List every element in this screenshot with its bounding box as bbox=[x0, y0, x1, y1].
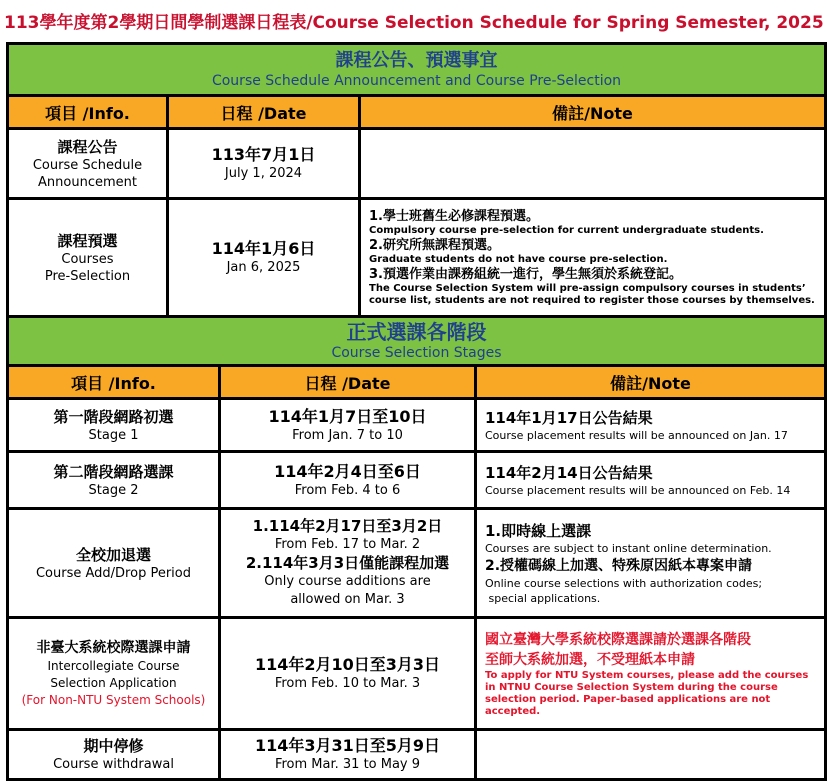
row-stage1-note-zh: 114年1月17日公告結果 bbox=[485, 408, 653, 427]
row-adddrop-info bbox=[9, 510, 218, 616]
row-stage1-info bbox=[9, 400, 218, 450]
row-preselection-date-en: Jan 6, 2025 bbox=[226, 260, 301, 275]
row-stage2-note-zh: 114年2月14日公告結果 bbox=[485, 463, 653, 482]
row-stage1-date-en: From Jan. 7 to 10 bbox=[292, 427, 403, 443]
adddrop-date-line2: From Feb. 17 to Mar. 2 bbox=[274, 537, 421, 552]
row-stage2-info bbox=[9, 453, 218, 507]
row-adddrop-info-zh: 全校加退選 bbox=[75, 545, 151, 564]
row-stage1-note bbox=[477, 400, 824, 450]
row-intercollegiate-info bbox=[9, 619, 218, 728]
row-announcement-info-en2: Announcement bbox=[38, 174, 137, 190]
row-preselection-info-en2: Pre-Selection bbox=[44, 268, 131, 284]
row-stage2-date-zh: 114年2月4日至6日 bbox=[274, 461, 421, 481]
section1-heading-zh: 課程公告、預選事宜 bbox=[335, 49, 498, 71]
preselection-note-2-en: Graduate students do not have course pre-selection. bbox=[369, 254, 668, 265]
row-withdrawal-info-zh: 期中停修 bbox=[83, 737, 144, 755]
row-stage2-note bbox=[477, 453, 824, 507]
row-announcement-info bbox=[9, 130, 166, 197]
row-announcement-info-en1: Course Schedule bbox=[32, 157, 143, 173]
row-intercollegiate-date-zh: 114年2月10日至3月3日 bbox=[254, 655, 441, 674]
preselection-note-3-en: The Course Selection System will pre-assign compulsory courses in students’ course list, students are not required to register those courses by themselves. bbox=[369, 283, 815, 306]
row-announcement-date bbox=[169, 130, 358, 197]
row-stage1-info-zh: 第一階段網路初選 bbox=[53, 407, 174, 426]
row-stage2-info-zh: 第二階段網路選課 bbox=[53, 462, 174, 481]
intercollegiate-note-zh1: 國立臺灣大學系統校際選課請於選課各階段 bbox=[485, 631, 751, 648]
intercollegiate-note-en: To apply for NTU System courses, please add the courses in NTNU Course Selection System during the course selection period. Paper-based applications are not accepted. bbox=[485, 669, 809, 717]
row-withdrawal-info bbox=[9, 731, 218, 778]
row-intercollegiate-note bbox=[477, 619, 824, 728]
adddrop-date-line5: allowed on Mar. 3 bbox=[290, 592, 405, 607]
row-announcement-note bbox=[361, 130, 824, 197]
schedule-table bbox=[6, 42, 827, 781]
adddrop-note-1-en: Courses are subject to instant online determination. bbox=[485, 541, 772, 555]
page-title: 113學年度第2學期日間學制選課日程表/Course Selection Schedule for Spring Semester, 2025 bbox=[4, 13, 824, 33]
adddrop-date-line1: 1.114年2月17日至3月2日 bbox=[252, 517, 443, 535]
adddrop-date-line4: Only course additions are bbox=[264, 574, 431, 589]
section2-heading bbox=[9, 318, 824, 364]
section2-heading-en: Course Selection Stages bbox=[331, 345, 502, 361]
section1-header-info: 項目 /Info. bbox=[9, 97, 166, 127]
row-stage1-info-en: Stage 1 bbox=[88, 427, 139, 443]
section1-heading bbox=[9, 45, 824, 94]
row-intercollegiate-info-en2: Selection Application bbox=[50, 676, 177, 690]
row-announcement-info-zh: 課程公告 bbox=[57, 137, 118, 156]
row-intercollegiate-info-en1: Intercollegiate Course bbox=[47, 659, 180, 673]
section2-heading-zh: 正式選課各階段 bbox=[346, 320, 487, 344]
preselection-note-2-zh: 2.研究所無課程預選。 bbox=[369, 238, 500, 253]
row-stage2-info-en: Stage 2 bbox=[88, 482, 139, 498]
row-stage1-note-en: Course placement results will be announced on Jan. 17 bbox=[485, 428, 788, 442]
row-stage2-date-en: From Feb. 4 to 6 bbox=[294, 482, 401, 498]
row-preselection-info-zh: 課程預選 bbox=[57, 231, 118, 250]
preselection-note-1-en: Compulsory course pre-selection for current undergraduate students. bbox=[369, 225, 764, 236]
row-stage1-date-zh: 114年1月7日至10日 bbox=[268, 406, 427, 426]
row-preselection-date bbox=[169, 200, 358, 315]
adddrop-note-2-en: Online course selections with authorization codes; bbox=[485, 576, 763, 590]
row-stage2-note-en: Course placement results will be announced on Feb. 14 bbox=[485, 483, 791, 497]
adddrop-note-1-zh: 1.即時線上選課 bbox=[485, 521, 592, 540]
section1-heading-en: Course Schedule Announcement and Course Pre-Selection bbox=[211, 72, 622, 89]
preselection-note-1-zh: 1.學士班舊生必修課程預選。 bbox=[369, 209, 539, 224]
row-adddrop-info-en: Course Add/Drop Period bbox=[35, 565, 191, 581]
row-intercollegiate-date-en: From Feb. 10 to Mar. 3 bbox=[274, 676, 421, 691]
adddrop-note-2-zh: 2.授權碼線上加選、特殊原因紙本專案申請 bbox=[485, 557, 753, 574]
adddrop-date-line3: 2.114年3月3日僅能課程加選 bbox=[245, 554, 450, 572]
row-preselection-note bbox=[361, 200, 824, 315]
row-stage1-date bbox=[221, 400, 474, 450]
row-withdrawal-date-en: From Mar. 31 to May 9 bbox=[274, 757, 421, 772]
row-withdrawal-note bbox=[477, 731, 824, 778]
row-announcement-date-en: July 1, 2024 bbox=[224, 166, 303, 181]
row-stage2-date bbox=[221, 453, 474, 507]
adddrop-note-2-en2: special applications. bbox=[485, 591, 601, 605]
row-withdrawal-date bbox=[221, 731, 474, 778]
section2-header-note: 備註/Note bbox=[477, 367, 824, 397]
row-adddrop-note bbox=[477, 510, 824, 616]
row-preselection-info bbox=[9, 200, 166, 315]
row-announcement-date-zh: 113年7月1日 bbox=[211, 145, 316, 164]
section2-header-info: 項目 /Info. bbox=[9, 367, 218, 397]
section2-header-date: 日程 /Date bbox=[221, 367, 474, 397]
section1-header-date: 日程 /Date bbox=[169, 97, 358, 127]
row-withdrawal-info-en: Course withdrawal bbox=[53, 757, 174, 772]
preselection-note-3-zh: 3.預選作業由課務組統一進行，學生無須於系統登記。 bbox=[369, 267, 682, 282]
row-withdrawal-date-zh: 114年3月31日至5月9日 bbox=[254, 736, 441, 755]
row-intercollegiate-info-red: (For Non-NTU System Schools) bbox=[21, 693, 206, 707]
intercollegiate-note-zh2: 至師大系統加選，不受理紙本申請 bbox=[485, 651, 695, 668]
row-intercollegiate-date bbox=[221, 619, 474, 728]
row-intercollegiate-info-zh: 非臺大系統校際選課申請 bbox=[36, 640, 191, 656]
section1-header-note: 備註/Note bbox=[361, 97, 824, 127]
row-adddrop-date bbox=[221, 510, 474, 616]
row-preselection-date-zh: 114年1月6日 bbox=[211, 239, 316, 258]
row-preselection-info-en1: Courses bbox=[61, 251, 114, 267]
